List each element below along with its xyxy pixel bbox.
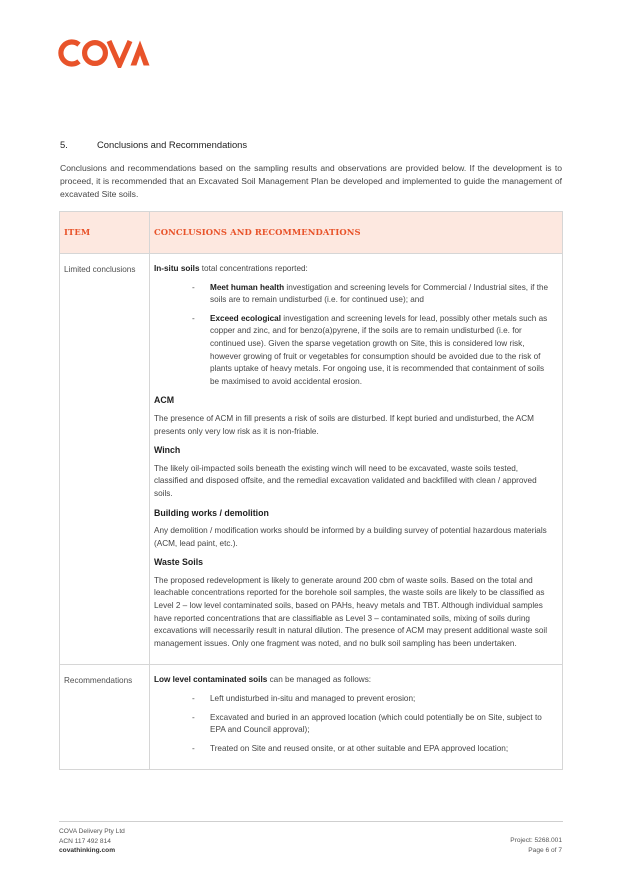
subheading-building-works: Building works / demolition (154, 507, 269, 518)
paragraph-building-works: Any demolition / modification works should be informed by a building survey of potential hazardous materials (ACM, lead paint, etc.). (154, 526, 547, 548)
bullet-bold: Exceed ecological (210, 313, 281, 323)
bullet-text: investigation and screening levels for Commercial / Industrial sites, if the soils are to remain undisturbed (i.e. for continued use); and (210, 282, 549, 305)
row-label-recommendations: Recommendations (60, 665, 150, 770)
recommendations-lead (154, 674, 552, 687)
footer-website-link[interactable]: covathinking.com (59, 847, 116, 855)
bullet-text: investigation and screening levels for lead, possibly other metals such as copper and zinc, and for benzo(a)pyrene, if the soils are to remain undisturbed (i.e. for continued use). Given the sparse vegetation growth on Site, this is considered low risk, however growing of fruit or vegetables for consumption should be avoided due to the risk of plants uptake of heavy metals. For ongoing use, it is recommended that containment of soils be maximised to avoid accidental erosion. (210, 313, 548, 386)
subheading-waste-soils: Waste Soils (154, 557, 204, 568)
footer-divider (59, 821, 563, 822)
paragraph-winch: The likely oil-impacted soils beneath the existing winch will need to be excavated, waste soils tested, classified and disposed offsite, and the remedial excavation validated and backfilled with clean / approved soils. (154, 463, 537, 498)
row-content-recommendations (150, 665, 563, 770)
recommendations-text: can be managed as follows: (267, 675, 372, 685)
bullet-bold: Meet human health (210, 282, 285, 292)
footer-page-info (510, 836, 562, 855)
section-number: 5. (60, 139, 68, 150)
footer-project: Project: 5268.001 (510, 837, 562, 844)
subheading-winch: Winch (154, 445, 181, 456)
section-title: Conclusions and Recommendations (97, 139, 248, 150)
footer-page-number: Page 6 of 7 (528, 846, 562, 854)
list-item: - Excavated and buried in an approved location (which could potentially be on Site, subject to EPA and Council approval); (154, 712, 552, 737)
section-heading (60, 139, 247, 150)
list-item: - Treated on Site and reused onsite, or at other suitable and EPA approved location; (154, 743, 552, 756)
list-item: - Left undisturbed in-situ and managed to prevent erosion; (154, 693, 552, 706)
list-item (154, 313, 552, 389)
subheading-acm: ACM (154, 395, 175, 406)
table-row (60, 665, 563, 770)
paragraph-acm: The presence of ACM in fill presents a risk of soils are disturbed. If kept buried and undisturbed, the ACM presents only very low risk as it is non-friable. (154, 413, 535, 436)
header-conclusions: CONCLUSIONS AND RECOMMENDATIONS (150, 212, 563, 254)
footer-company: COVA Delivery Pty Ltd (59, 828, 125, 835)
table-header-row (60, 212, 563, 254)
cova-logo (58, 38, 154, 68)
insitu-text: total concentrations reported: (199, 264, 308, 273)
insitu-lead (154, 263, 552, 276)
row-label-limited: Limited conclusions (60, 254, 150, 665)
insitu-bold: In-situ soils (154, 264, 200, 273)
recommendations-bold: Low level contaminated soils (154, 675, 268, 685)
intro-paragraph: Conclusions and recommendations based on the sampling results and observations are provided below. If the development is to proceed, it is recommended that an Excavated Soil Management Plan be developed and implemented to guide the management of excavated Site soils. (60, 163, 562, 199)
header-item: ITEM (60, 212, 150, 254)
footer-acn: ACN 117 492 814 (59, 837, 111, 845)
recommendations-list (154, 693, 552, 755)
conclusions-table (59, 211, 563, 770)
table-row (60, 254, 563, 665)
insitu-list (154, 282, 552, 389)
list-item (154, 282, 552, 307)
footer-company-info (59, 827, 125, 856)
row-content-limited (150, 254, 563, 665)
paragraph-waste-soils: The proposed redevelopment is likely to generate around 200 cbm of waste soils. Based on the total and leachable concentrations reported for the borehole soil samples, the waste soils are likely to be classified as Level 2 – low level contaminated soils, based on PAHs, heavy metals and TBT. Although individual samples have reported concentrations that are classifiable as Level 3 – contaminated soils, mixing of soils during excavations will necessarily result in natural dilution. The presence of ACM may present additional waste soil management issues. Only one fragment was noted, and no bulk soil sampling has been undertaken. (154, 575, 548, 648)
